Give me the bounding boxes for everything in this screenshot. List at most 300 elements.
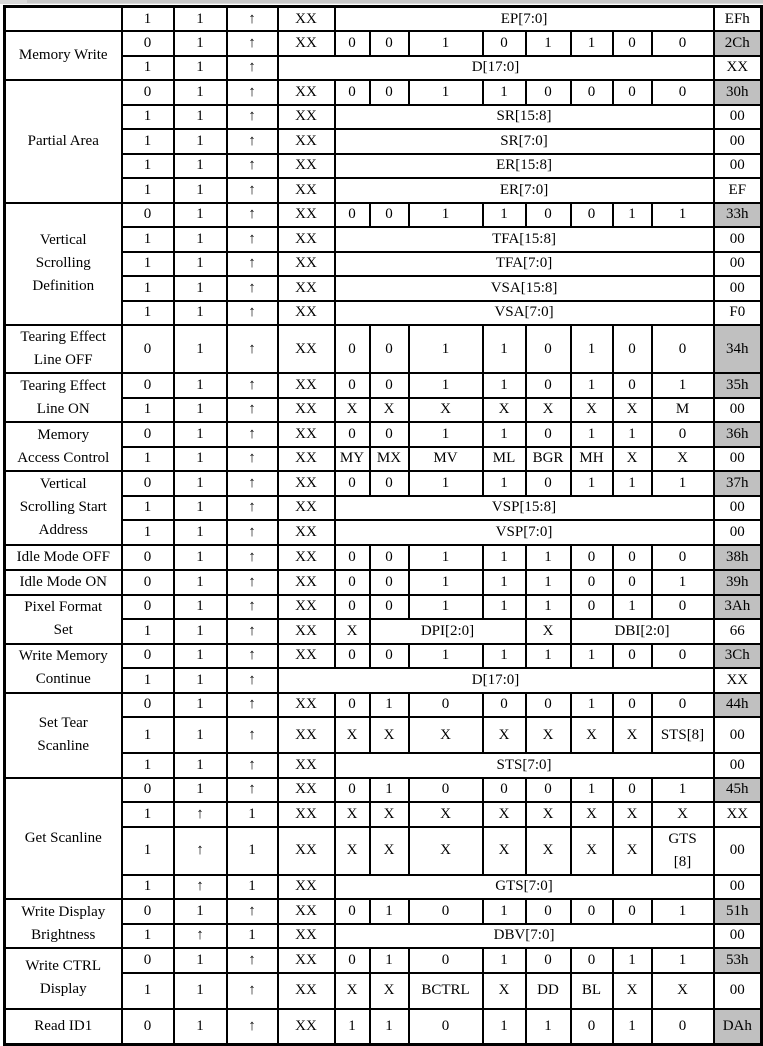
dbi-field: DBI[2:0] [571, 619, 714, 644]
d1-cell: 1 [613, 422, 652, 447]
d7-cell: X [335, 973, 370, 1009]
d17-8-cell: XX [278, 644, 335, 669]
hex-code: 53h [714, 948, 762, 973]
dcx-cell: 0 [122, 1009, 174, 1045]
d5-cell: 0 [409, 693, 483, 718]
d6-cell: 1 [370, 693, 409, 718]
d0-cell: 0 [652, 31, 714, 56]
d4-cell: 1 [483, 422, 526, 447]
d17-8-cell: XX [278, 778, 335, 803]
hex-code: XX [714, 56, 762, 81]
d5-cell: X [409, 827, 483, 875]
hex-code: 30h [714, 80, 762, 105]
hex-code: XX [714, 668, 762, 693]
d6-cell: 1 [370, 1009, 409, 1045]
d3-cell: 0 [526, 325, 571, 373]
d0-cell: 1 [652, 203, 714, 228]
up-arrow-icon: ↑ [227, 80, 278, 105]
command-name [5, 595, 122, 644]
command-name-line: Vertical [39, 476, 87, 493]
d0-cell: 1 [652, 373, 714, 398]
command-name: Idle Mode ON [5, 570, 122, 595]
d17-8-cell: XX [278, 924, 335, 949]
dcx-cell: 0 [122, 693, 174, 718]
rdx-cell: 1 [174, 570, 227, 595]
table-row [5, 595, 762, 620]
d1-cell: 1 [613, 471, 652, 496]
dcx-cell: 1 [122, 802, 174, 827]
hex-code: 00 [714, 827, 762, 875]
hex-code: 66 [714, 619, 762, 644]
d1-cell: 1 [613, 595, 652, 620]
d17-8-cell: XX [278, 447, 335, 472]
command-name-line: Access Control [17, 449, 110, 466]
d0-cell: 1 [652, 778, 714, 803]
d5-cell: 1 [409, 545, 483, 570]
rdx-cell: 1 [174, 447, 227, 472]
hex-code: 00 [714, 276, 762, 301]
d17-8-cell: XX [278, 252, 335, 277]
rdx-cell: 1 [174, 778, 227, 803]
table-row [5, 7, 762, 32]
gts8-line: GTS [668, 830, 697, 847]
parameter-field: ER[15:8] [335, 154, 714, 179]
d5-cell: 0 [409, 899, 483, 924]
d2-cell: 1 [571, 693, 613, 718]
hex-code: 51h [714, 899, 762, 924]
dcx-cell: 1 [122, 619, 174, 644]
up-arrow-icon: ↑ [227, 693, 278, 718]
d6-cell: 0 [370, 471, 409, 496]
d2-cell: 0 [571, 203, 613, 228]
rdx-cell: 1 [174, 178, 227, 203]
parameter-field: STS[7:0] [335, 753, 714, 778]
d7-cell: X [335, 717, 370, 753]
hex-code: 00 [714, 717, 762, 753]
d2-cell: 0 [571, 1009, 613, 1045]
d3-cell: 0 [526, 373, 571, 398]
command-name [5, 948, 122, 1009]
d1-cell: X [613, 973, 652, 1009]
d6-cell: X [370, 398, 409, 423]
command-name-line: Display [39, 981, 87, 998]
command-name-line: Line ON [36, 400, 90, 417]
d6-cell: 0 [370, 325, 409, 373]
d4-cell: X [483, 717, 526, 753]
hex-code: 37h [714, 471, 762, 496]
up-arrow-icon: ↑ [227, 373, 278, 398]
up-arrow-icon: ↑ [227, 520, 278, 545]
d6-cell: 1 [370, 899, 409, 924]
d17-8-cell: XX [278, 7, 335, 32]
d0-cell: 0 [652, 693, 714, 718]
command-name-line: Scanline [37, 738, 90, 754]
rdx-cell: 1 [174, 325, 227, 373]
d4-cell: ML [483, 447, 526, 472]
dcx-cell: 0 [122, 570, 174, 595]
d5-cell: BCTRL [409, 973, 483, 1009]
d4-cell: 1 [483, 899, 526, 924]
d6-cell: 0 [370, 422, 409, 447]
d2-cell: X [571, 398, 613, 423]
d3-cell: 0 [526, 693, 571, 718]
up-arrow-icon: ↑ [174, 875, 227, 900]
table-row [5, 31, 762, 56]
d17-8-cell: XX [278, 496, 335, 521]
d3-cell: 0 [526, 471, 571, 496]
d4-cell: 0 [483, 778, 526, 803]
d7-cell: 0 [335, 471, 370, 496]
rdx-cell: 1 [174, 56, 227, 81]
d1-cell: 0 [613, 373, 652, 398]
d0-cell: 0 [652, 595, 714, 620]
up-arrow-icon: ↑ [227, 154, 278, 179]
d5-cell: 1 [409, 471, 483, 496]
d7-cell: 0 [335, 644, 370, 669]
up-arrow-icon: ↑ [227, 471, 278, 496]
hex-code: 38h [714, 545, 762, 570]
d17-8-cell: XX [278, 276, 335, 301]
d3-cell: 0 [526, 203, 571, 228]
d2-cell: 0 [571, 545, 613, 570]
d0-cell: 1 [652, 899, 714, 924]
d6-cell: MX [370, 447, 409, 472]
up-arrow-icon: ↑ [227, 570, 278, 595]
hex-code: 00 [714, 129, 762, 154]
command-name: Get Scanline [5, 778, 122, 900]
command-name-line: Address [38, 522, 88, 539]
rdx-cell: 1 [174, 595, 227, 620]
d5-cell: 1 [409, 80, 483, 105]
d17-8-cell: XX [278, 1009, 335, 1045]
command-name-line: Tearing Effect [20, 329, 107, 345]
d2-cell: 1 [571, 471, 613, 496]
rdx-cell: 1 [174, 520, 227, 545]
command-name: Memory Write [5, 31, 122, 80]
table-row [5, 1009, 762, 1045]
window-top-edge-shadow [27, 0, 763, 3]
table-row [5, 422, 762, 447]
d4-cell: 1 [483, 570, 526, 595]
table-row [5, 693, 762, 718]
table-row [5, 778, 762, 803]
d2-cell: X [571, 827, 613, 875]
d7-cell: 0 [335, 948, 370, 973]
d7-cell: 0 [335, 325, 370, 373]
table-row [5, 644, 762, 669]
hex-code: 33h [714, 203, 762, 228]
dcx-cell: 0 [122, 899, 174, 924]
rdx-cell: 1 [174, 693, 227, 718]
hex-code: 00 [714, 105, 762, 130]
d17-8-cell: XX [278, 545, 335, 570]
rdx-cell: 1 [174, 644, 227, 669]
rdx-cell: 1 [174, 619, 227, 644]
d1-cell: 0 [613, 570, 652, 595]
d17-8-cell: XX [278, 973, 335, 1009]
d7-cell: X [335, 619, 370, 644]
parameter-field: TFA[7:0] [335, 252, 714, 277]
d5-cell: 1 [409, 373, 483, 398]
hex-code: EF [714, 178, 762, 203]
d17-8-cell: XX [278, 693, 335, 718]
table-row [5, 471, 762, 496]
d7-cell: 0 [335, 80, 370, 105]
d2-cell: 1 [571, 778, 613, 803]
d17-8-cell: XX [278, 80, 335, 105]
rdx-cell: 1 [174, 80, 227, 105]
dcx-cell: 1 [122, 154, 174, 179]
d6-cell: X [370, 802, 409, 827]
d17-8-cell: XX [278, 31, 335, 56]
command-name [5, 422, 122, 471]
d5-cell: 1 [409, 595, 483, 620]
d5-cell: 1 [409, 422, 483, 447]
dcx-cell: 0 [122, 471, 174, 496]
d3-cell: 1 [526, 595, 571, 620]
d5-cell: 1 [409, 31, 483, 56]
command-table [3, 5, 763, 1046]
dcx-cell: 1 [122, 875, 174, 900]
rdx-cell: 1 [174, 105, 227, 130]
d4-cell: 1 [483, 471, 526, 496]
command-name-line: Brightness [31, 926, 96, 943]
up-arrow-icon: ↑ [227, 753, 278, 778]
rdx-cell: 1 [174, 398, 227, 423]
table-row [5, 203, 762, 228]
d1-cell: X [613, 447, 652, 472]
dcx-cell: 1 [122, 301, 174, 326]
hex-code: 34h [714, 325, 762, 373]
table-row [5, 80, 762, 105]
hex-code: 35h [714, 373, 762, 398]
up-arrow-icon: ↑ [227, 301, 278, 326]
gts8-line: [8] [673, 853, 692, 870]
d7-cell: MY [335, 447, 370, 472]
hex-code: 00 [714, 496, 762, 521]
command-name [5, 373, 122, 422]
d7-cell: 0 [335, 373, 370, 398]
wrx-cell: 1 [227, 827, 278, 875]
up-arrow-icon: ↑ [227, 422, 278, 447]
d7-cell: 0 [335, 422, 370, 447]
dcx-cell: 1 [122, 447, 174, 472]
rdx-cell: 1 [174, 154, 227, 179]
d7-cell: 0 [335, 545, 370, 570]
dcx-cell: 1 [122, 252, 174, 277]
hex-code: 44h [714, 693, 762, 718]
dcx-cell: 0 [122, 80, 174, 105]
hex-code: 39h [714, 570, 762, 595]
table-row [5, 899, 762, 924]
command-name-line: Write Memory [18, 648, 108, 664]
d2-cell: 0 [571, 595, 613, 620]
d1-cell: 0 [613, 545, 652, 570]
d7-cell: 0 [335, 595, 370, 620]
d3-cell: 0 [526, 778, 571, 803]
parameter-field: VSA[15:8] [335, 276, 714, 301]
dcx-cell: 1 [122, 668, 174, 693]
d4-cell: X [483, 973, 526, 1009]
command-name-empty [5, 7, 122, 32]
table-row [5, 545, 762, 570]
d17-8-cell: XX [278, 520, 335, 545]
wrx-cell: 1 [227, 802, 278, 827]
d6-cell: 1 [370, 948, 409, 973]
d3-cell: 1 [526, 31, 571, 56]
d3-cell: 0 [526, 422, 571, 447]
dcx-cell: 1 [122, 973, 174, 1009]
d0-cell: 0 [652, 325, 714, 373]
up-arrow-icon: ↑ [227, 595, 278, 620]
d2-cell: 1 [571, 644, 613, 669]
d1-cell: 1 [613, 1009, 652, 1045]
command-name-line: Write Display [21, 903, 106, 920]
command-name-line: Line OFF [33, 352, 93, 368]
d1-cell: 0 [613, 80, 652, 105]
up-arrow-icon: ↑ [227, 668, 278, 693]
dcx-cell: 0 [122, 422, 174, 447]
up-arrow-icon: ↑ [227, 7, 278, 32]
d7-cell: 0 [335, 693, 370, 718]
d3-cell: 1 [526, 545, 571, 570]
hex-code: XX [714, 802, 762, 827]
dcx-cell: 1 [122, 753, 174, 778]
d4-cell: X [483, 802, 526, 827]
command-name: Idle Mode OFF [5, 545, 122, 570]
dcx-cell: 1 [122, 227, 174, 252]
dcx-cell: 0 [122, 325, 174, 373]
d3-cell: 1 [526, 1009, 571, 1045]
d3-cell: 0 [526, 948, 571, 973]
d3-cell: X [526, 827, 571, 875]
up-arrow-icon: ↑ [227, 227, 278, 252]
table-row [5, 570, 762, 595]
up-arrow-icon: ↑ [227, 252, 278, 277]
up-arrow-icon: ↑ [227, 398, 278, 423]
rdx-cell: 1 [174, 948, 227, 973]
d7-cell: X [335, 827, 370, 875]
dcx-cell: 1 [122, 924, 174, 949]
rdx-cell: 1 [174, 422, 227, 447]
d3-cell: X [526, 619, 571, 644]
rdx-cell: 1 [174, 276, 227, 301]
up-arrow-icon: ↑ [227, 56, 278, 81]
d5-cell: X [409, 802, 483, 827]
d17-8-cell: XX [278, 899, 335, 924]
parameter-field: VSP[7:0] [335, 520, 714, 545]
d17-8-cell: XX [278, 753, 335, 778]
d5-cell: X [409, 717, 483, 753]
d2-cell: X [571, 802, 613, 827]
d2-cell: X [571, 717, 613, 753]
d3-cell: X [526, 802, 571, 827]
d17-8-cell: XX [278, 373, 335, 398]
parameter-field: SR[15:8] [335, 105, 714, 130]
rdx-cell: 1 [174, 717, 227, 753]
d17-8-cell: XX [278, 203, 335, 228]
rdx-cell: 1 [174, 973, 227, 1009]
wrx-cell: 1 [227, 924, 278, 949]
rdx-cell: 1 [174, 1009, 227, 1045]
dcx-cell: 0 [122, 373, 174, 398]
dcx-cell: 1 [122, 520, 174, 545]
dcx-cell: 1 [122, 178, 174, 203]
d3-cell: X [526, 398, 571, 423]
hex-code: 00 [714, 875, 762, 900]
dcx-cell: 0 [122, 595, 174, 620]
dcx-cell: 1 [122, 827, 174, 875]
d6-cell: X [370, 827, 409, 875]
d2-cell: 1 [571, 422, 613, 447]
d1-cell: 0 [613, 325, 652, 373]
d17-8-cell: XX [278, 570, 335, 595]
d17-8-cell: XX [278, 227, 335, 252]
parameter-field: ER[7:0] [335, 178, 714, 203]
d17-8-cell: XX [278, 154, 335, 179]
up-arrow-icon: ↑ [227, 178, 278, 203]
up-arrow-icon: ↑ [227, 973, 278, 1009]
d17-8-cell: XX [278, 178, 335, 203]
dcx-cell: 0 [122, 545, 174, 570]
d0-cell: X [652, 447, 714, 472]
hex-code: DAh [714, 1009, 762, 1045]
d6-cell: 0 [370, 373, 409, 398]
d6-cell: 0 [370, 644, 409, 669]
parameter-field: SR[7:0] [335, 129, 714, 154]
command-name [5, 203, 122, 326]
d0-cell: 0 [652, 1009, 714, 1045]
up-arrow-icon: ↑ [227, 447, 278, 472]
dcx-cell: 1 [122, 276, 174, 301]
d4-cell: 1 [483, 373, 526, 398]
d0-cell: 0 [652, 422, 714, 447]
dpi-field: DPI[2:0] [370, 619, 526, 644]
d17-8-cell: XX [278, 827, 335, 875]
up-arrow-icon: ↑ [227, 717, 278, 753]
hex-code: 00 [714, 398, 762, 423]
d6-cell: 0 [370, 595, 409, 620]
d1-cell: X [613, 398, 652, 423]
command-name-line: Continue [35, 671, 91, 687]
up-arrow-icon: ↑ [227, 778, 278, 803]
d17-8-cell: XX [278, 398, 335, 423]
hex-code: 00 [714, 520, 762, 545]
hex-code: 3Ch [714, 644, 762, 669]
d3-cell: X [526, 717, 571, 753]
d17-8-cell: XX [278, 105, 335, 130]
d3-cell: 1 [526, 644, 571, 669]
rdx-cell: 1 [174, 545, 227, 570]
d3-cell: DD [526, 973, 571, 1009]
d17-8-cell: XX [278, 325, 335, 373]
dcx-cell: 0 [122, 948, 174, 973]
d6-cell: X [370, 973, 409, 1009]
d17-8-cell: XX [278, 595, 335, 620]
d4-cell: 0 [483, 693, 526, 718]
hex-code: 00 [714, 753, 762, 778]
d0-cell: M [652, 398, 714, 423]
dcx-cell: 0 [122, 644, 174, 669]
hex-code: EFh [714, 7, 762, 32]
up-arrow-icon: ↑ [174, 802, 227, 827]
rdx-cell: 1 [174, 31, 227, 56]
command-name-line: Write CTRL [25, 958, 102, 975]
d0-cell: 0 [652, 644, 714, 669]
d6-cell: 0 [370, 203, 409, 228]
d17-8-cell: XX [278, 619, 335, 644]
up-arrow-icon: ↑ [174, 827, 227, 875]
